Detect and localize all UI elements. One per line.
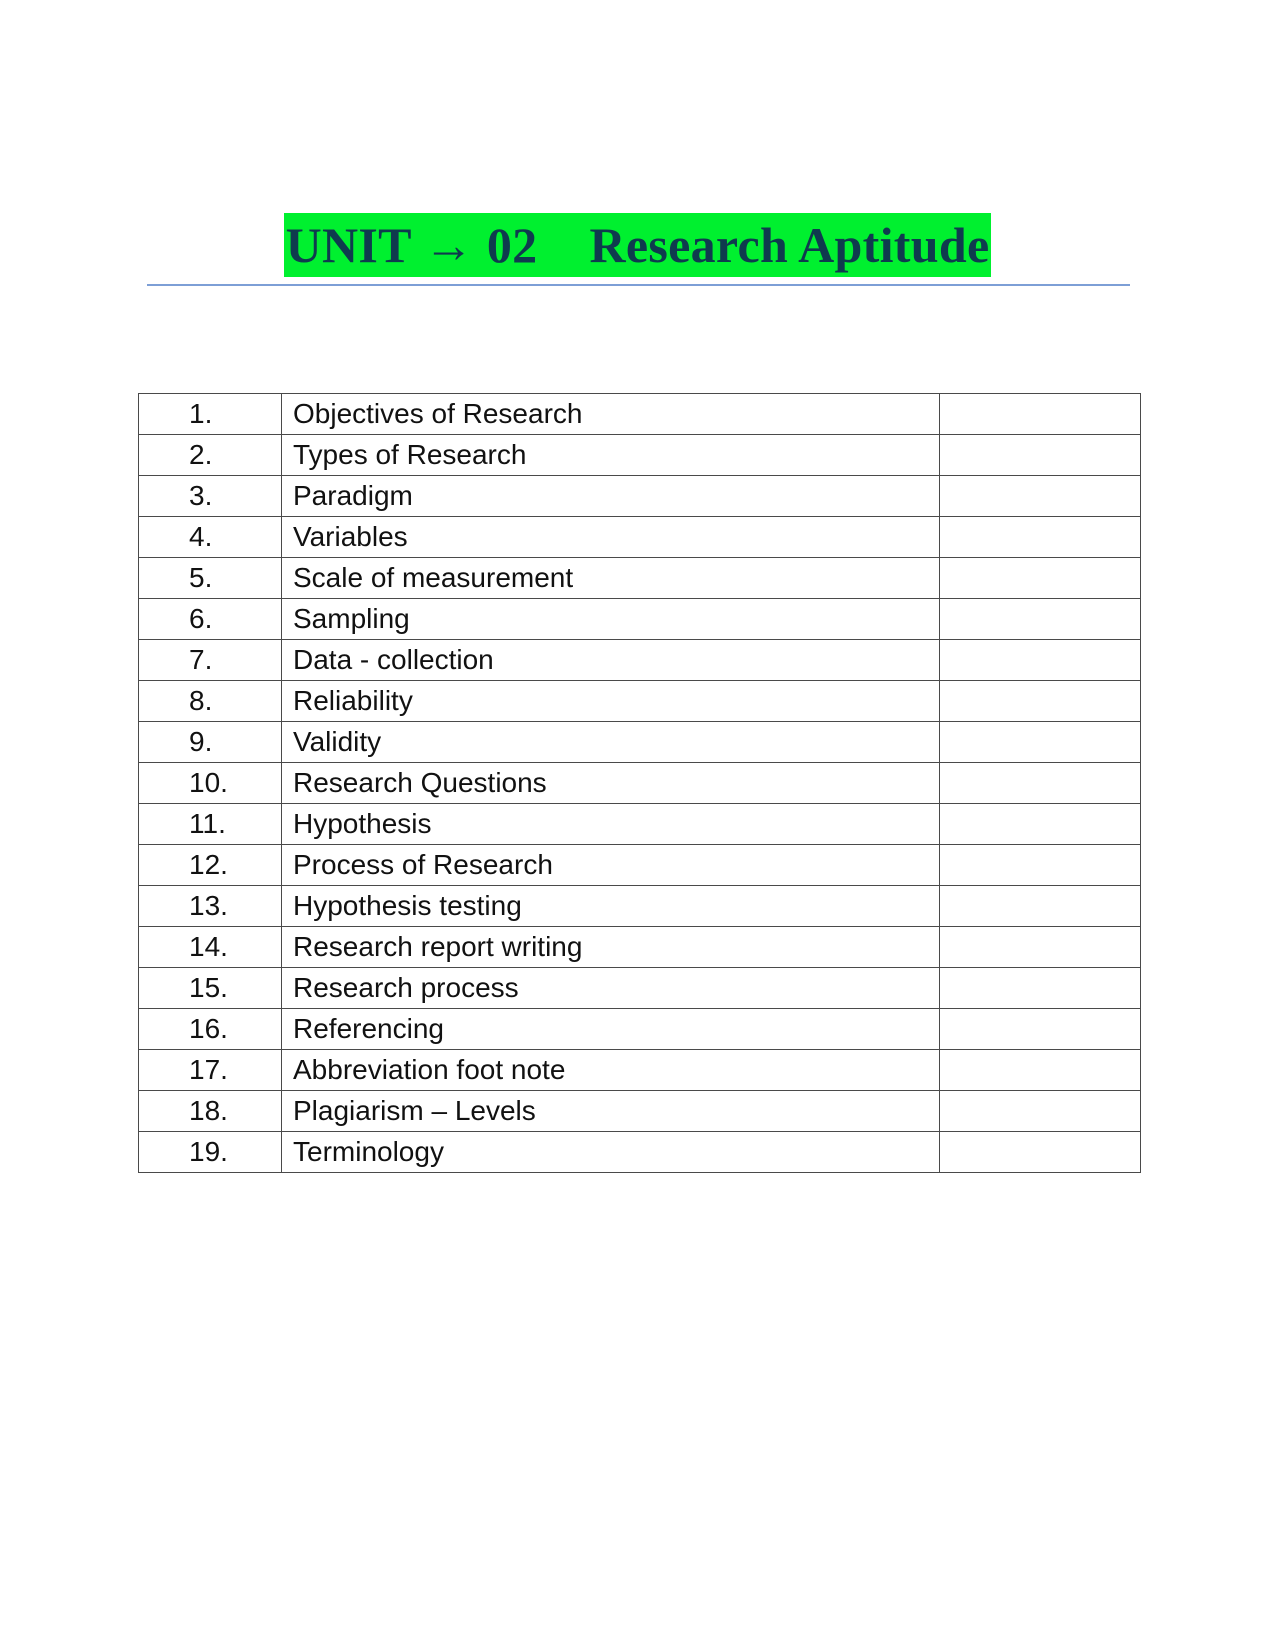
table-row	[139, 558, 1141, 599]
row-number: 7.	[139, 640, 282, 681]
row-note-cell	[940, 640, 1141, 681]
row-number: 3.	[139, 476, 282, 517]
row-topic: Paradigm	[282, 476, 940, 517]
page-header	[0, 213, 1275, 277]
row-topic: Validity	[282, 722, 940, 763]
table-row	[139, 435, 1141, 476]
row-note-cell	[940, 845, 1141, 886]
row-note-cell	[940, 435, 1141, 476]
row-note-cell	[940, 476, 1141, 517]
row-number: 2.	[139, 435, 282, 476]
row-note-cell	[940, 1009, 1141, 1050]
row-topic: Abbreviation foot note	[282, 1050, 940, 1091]
unit-label: UNIT	[285, 217, 411, 273]
row-number: 1.	[139, 394, 282, 435]
row-number: 9.	[139, 722, 282, 763]
row-topic: Research process	[282, 968, 940, 1009]
row-note-cell	[940, 1050, 1141, 1091]
row-topic: Variables	[282, 517, 940, 558]
row-note-cell	[940, 722, 1141, 763]
topics-table-body	[139, 394, 1141, 1173]
subject-title: Research Aptitude	[589, 217, 990, 273]
row-number: 17.	[139, 1050, 282, 1091]
row-note-cell	[940, 517, 1141, 558]
table-row	[139, 886, 1141, 927]
row-number: 11.	[139, 804, 282, 845]
row-number: 15.	[139, 968, 282, 1009]
table-row	[139, 1132, 1141, 1173]
row-number: 18.	[139, 1091, 282, 1132]
row-note-cell	[940, 1091, 1141, 1132]
row-topic: Referencing	[282, 1009, 940, 1050]
table-row	[139, 927, 1141, 968]
row-number: 10.	[139, 763, 282, 804]
row-topic: Types of Research	[282, 435, 940, 476]
row-note-cell	[940, 886, 1141, 927]
row-topic: Reliability	[282, 681, 940, 722]
row-topic: Terminology	[282, 1132, 940, 1173]
table-row	[139, 599, 1141, 640]
row-number: 12.	[139, 845, 282, 886]
table-row	[139, 681, 1141, 722]
table-row	[139, 517, 1141, 558]
arrow-icon: →	[423, 217, 475, 273]
row-note-cell	[940, 1132, 1141, 1173]
row-number: 4.	[139, 517, 282, 558]
table-row	[139, 476, 1141, 517]
row-note-cell	[940, 394, 1141, 435]
table-row	[139, 1050, 1141, 1091]
table-row	[139, 968, 1141, 1009]
row-topic: Plagiarism – Levels	[282, 1091, 940, 1132]
row-number: 14.	[139, 927, 282, 968]
row-topic: Research Questions	[282, 763, 940, 804]
row-topic: Sampling	[282, 599, 940, 640]
row-number: 5.	[139, 558, 282, 599]
table-row	[139, 1091, 1141, 1132]
row-topic: Research report writing	[282, 927, 940, 968]
table-row	[139, 1009, 1141, 1050]
row-note-cell	[940, 968, 1141, 1009]
page-title	[284, 213, 992, 277]
row-note-cell	[940, 599, 1141, 640]
row-topic: Process of Research	[282, 845, 940, 886]
row-topic: Data - collection	[282, 640, 940, 681]
table-row	[139, 722, 1141, 763]
row-note-cell	[940, 804, 1141, 845]
row-note-cell	[940, 763, 1141, 804]
table-row	[139, 804, 1141, 845]
row-note-cell	[940, 927, 1141, 968]
row-topic: Hypothesis testing	[282, 886, 940, 927]
table-row	[139, 763, 1141, 804]
row-number: 13.	[139, 886, 282, 927]
row-number: 8.	[139, 681, 282, 722]
row-note-cell	[940, 558, 1141, 599]
table-row	[139, 845, 1141, 886]
unit-number: 02	[486, 217, 538, 273]
row-topic: Objectives of Research	[282, 394, 940, 435]
row-number: 6.	[139, 599, 282, 640]
topics-table	[138, 393, 1141, 1173]
row-topic: Scale of measurement	[282, 558, 940, 599]
table-row	[139, 640, 1141, 681]
table-row	[139, 394, 1141, 435]
row-number: 16.	[139, 1009, 282, 1050]
title-underline	[147, 284, 1130, 286]
row-topic: Hypothesis	[282, 804, 940, 845]
row-note-cell	[940, 681, 1141, 722]
row-number: 19.	[139, 1132, 282, 1173]
